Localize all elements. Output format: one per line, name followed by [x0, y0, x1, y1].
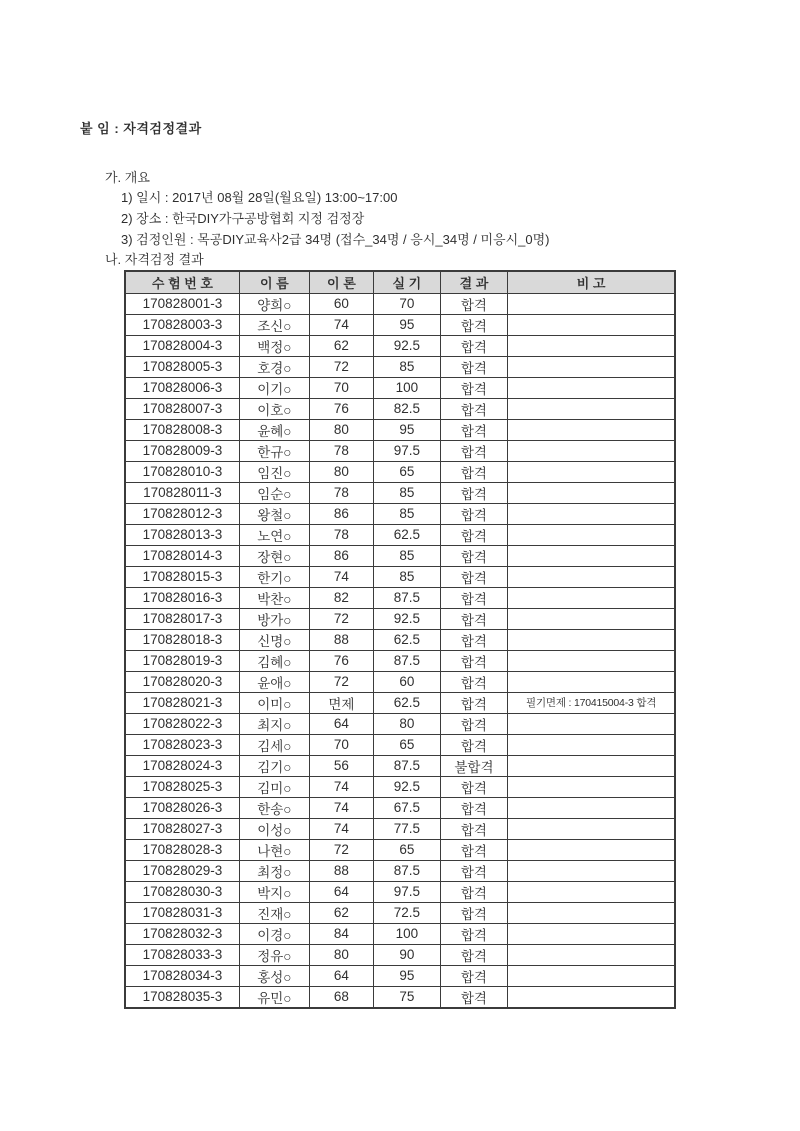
cell-theory-score: 80: [309, 419, 373, 440]
cell-practical-score: 65: [374, 461, 441, 482]
cell-practical-score: 85: [374, 503, 441, 524]
cell-exam-number: 170828024-3: [125, 755, 239, 776]
cell-remark: [508, 545, 675, 566]
cell-result: 합격: [440, 797, 508, 818]
cell-practical-score: 95: [374, 314, 441, 335]
cell-name: 한기○: [239, 566, 309, 587]
cell-theory-score: 면제: [309, 692, 373, 713]
cell-remark: [508, 860, 675, 881]
cell-practical-score: 87.5: [374, 755, 441, 776]
cell-practical-score: 97.5: [374, 440, 441, 461]
table-row: [125, 776, 675, 797]
cell-result: 합격: [440, 482, 508, 503]
cell-practical-score: 60: [374, 671, 441, 692]
cell-name: 박찬○: [239, 587, 309, 608]
cell-name: 신명○: [239, 629, 309, 650]
cell-exam-number: 170828032-3: [125, 923, 239, 944]
cell-exam-number: 170828028-3: [125, 839, 239, 860]
overview-item-datetime: 1) 일시 : 2017년 08월 28일(월요일) 13:00~17:00: [121, 190, 398, 205]
cell-practical-score: 87.5: [374, 587, 441, 608]
table-row: [125, 881, 675, 902]
overview-item-location: 2) 장소 : 한국DIY가구공방협회 지정 검정장: [121, 211, 365, 226]
cell-theory-score: 68: [309, 986, 373, 1008]
results-table: [124, 270, 676, 1009]
cell-remark: [508, 839, 675, 860]
cell-theory-score: 72: [309, 608, 373, 629]
cell-result: 합격: [440, 335, 508, 356]
cell-result: 합격: [440, 944, 508, 965]
cell-result: 합격: [440, 503, 508, 524]
cell-practical-score: 80: [374, 713, 441, 734]
cell-practical-score: 85: [374, 545, 441, 566]
cell-name: 방가○: [239, 608, 309, 629]
cell-exam-number: 170828029-3: [125, 860, 239, 881]
cell-theory-score: 78: [309, 482, 373, 503]
cell-result: 합격: [440, 314, 508, 335]
cell-exam-number: 170828016-3: [125, 587, 239, 608]
table-row: [125, 398, 675, 419]
cell-remark: [508, 734, 675, 755]
cell-name: 김기○: [239, 755, 309, 776]
cell-name: 노연○: [239, 524, 309, 545]
cell-remark: [508, 356, 675, 377]
table-row: [125, 797, 675, 818]
cell-exam-number: 170828001-3: [125, 293, 239, 314]
cell-name: 홍성○: [239, 965, 309, 986]
cell-practical-score: 85: [374, 356, 441, 377]
cell-name: 이호○: [239, 398, 309, 419]
cell-practical-score: 62.5: [374, 524, 441, 545]
cell-result: 합격: [440, 818, 508, 839]
cell-theory-score: 88: [309, 629, 373, 650]
cell-practical-score: 95: [374, 419, 441, 440]
cell-name: 이미○: [239, 692, 309, 713]
cell-practical-score: 100: [374, 923, 441, 944]
cell-name: 윤혜○: [239, 419, 309, 440]
cell-remark: 필기면제 : 170415004-3 합격: [508, 692, 675, 713]
cell-exam-number: 170828035-3: [125, 986, 239, 1008]
cell-remark: [508, 314, 675, 335]
table-header-cell: 비 고: [508, 271, 675, 293]
cell-exam-number: 170828012-3: [125, 503, 239, 524]
cell-result: 합격: [440, 419, 508, 440]
cell-theory-score: 80: [309, 461, 373, 482]
cell-practical-score: 72.5: [374, 902, 441, 923]
cell-name: 장현○: [239, 545, 309, 566]
cell-name: 김혜○: [239, 650, 309, 671]
cell-name: 최지○: [239, 713, 309, 734]
cell-remark: [508, 902, 675, 923]
table-row: [125, 713, 675, 734]
cell-theory-score: 70: [309, 734, 373, 755]
cell-theory-score: 88: [309, 860, 373, 881]
cell-exam-number: 170828008-3: [125, 419, 239, 440]
cell-exam-number: 170828003-3: [125, 314, 239, 335]
cell-name: 임순○: [239, 482, 309, 503]
cell-remark: [508, 944, 675, 965]
cell-exam-number: 170828004-3: [125, 335, 239, 356]
table-row: [125, 503, 675, 524]
cell-name: 양희○: [239, 293, 309, 314]
cell-result: 합격: [440, 860, 508, 881]
cell-remark: [508, 818, 675, 839]
cell-theory-score: 64: [309, 965, 373, 986]
cell-theory-score: 62: [309, 335, 373, 356]
cell-result: 합격: [440, 986, 508, 1008]
table-row: [125, 587, 675, 608]
cell-result: 합격: [440, 881, 508, 902]
table-row: [125, 692, 675, 713]
cell-remark: [508, 440, 675, 461]
cell-name: 정유○: [239, 944, 309, 965]
cell-practical-score: 85: [374, 566, 441, 587]
cell-result: 합격: [440, 587, 508, 608]
cell-theory-score: 76: [309, 398, 373, 419]
cell-remark: [508, 986, 675, 1008]
table-header-row: [125, 271, 675, 293]
cell-practical-score: 97.5: [374, 881, 441, 902]
table-row: [125, 755, 675, 776]
cell-remark: [508, 713, 675, 734]
cell-theory-score: 84: [309, 923, 373, 944]
cell-name: 유민○: [239, 986, 309, 1008]
table-header-cell: 이 론: [309, 271, 373, 293]
cell-practical-score: 70: [374, 293, 441, 314]
table-row: [125, 629, 675, 650]
cell-exam-number: 170828018-3: [125, 629, 239, 650]
cell-practical-score: 62.5: [374, 629, 441, 650]
cell-exam-number: 170828030-3: [125, 881, 239, 902]
cell-exam-number: 170828010-3: [125, 461, 239, 482]
results-table-head: [125, 271, 675, 293]
table-row: [125, 482, 675, 503]
cell-name: 나현○: [239, 839, 309, 860]
table-row: [125, 566, 675, 587]
table-row: [125, 650, 675, 671]
cell-practical-score: 87.5: [374, 860, 441, 881]
cell-result: 합격: [440, 650, 508, 671]
cell-exam-number: 170828006-3: [125, 377, 239, 398]
cell-remark: [508, 650, 675, 671]
cell-exam-number: 170828033-3: [125, 944, 239, 965]
cell-name: 박지○: [239, 881, 309, 902]
cell-name: 진재○: [239, 902, 309, 923]
cell-practical-score: 90: [374, 944, 441, 965]
cell-result: 합격: [440, 356, 508, 377]
cell-practical-score: 92.5: [374, 608, 441, 629]
cell-theory-score: 70: [309, 377, 373, 398]
cell-practical-score: 92.5: [374, 776, 441, 797]
cell-exam-number: 170828014-3: [125, 545, 239, 566]
cell-theory-score: 76: [309, 650, 373, 671]
cell-exam-number: 170828005-3: [125, 356, 239, 377]
cell-result: 합격: [440, 671, 508, 692]
cell-exam-number: 170828023-3: [125, 734, 239, 755]
cell-exam-number: 170828007-3: [125, 398, 239, 419]
cell-exam-number: 170828026-3: [125, 797, 239, 818]
cell-name: 이성○: [239, 818, 309, 839]
cell-theory-score: 56: [309, 755, 373, 776]
page-title: 붙 임 : 자격검정결과: [80, 121, 202, 136]
cell-result: 합격: [440, 923, 508, 944]
table-header-cell: 수 험 번 호: [125, 271, 239, 293]
cell-name: 조신○: [239, 314, 309, 335]
cell-exam-number: 170828031-3: [125, 902, 239, 923]
cell-theory-score: 72: [309, 671, 373, 692]
cell-result: 합격: [440, 440, 508, 461]
cell-practical-score: 75: [374, 986, 441, 1008]
cell-remark: [508, 461, 675, 482]
cell-exam-number: 170828009-3: [125, 440, 239, 461]
cell-theory-score: 62: [309, 902, 373, 923]
table-row: [125, 986, 675, 1008]
table-row: [125, 440, 675, 461]
cell-theory-score: 80: [309, 944, 373, 965]
cell-remark: [508, 293, 675, 314]
cell-name: 윤애○: [239, 671, 309, 692]
cell-theory-score: 64: [309, 713, 373, 734]
cell-name: 왕철○: [239, 503, 309, 524]
cell-remark: [508, 419, 675, 440]
cell-name: 한송○: [239, 797, 309, 818]
table-row: [125, 944, 675, 965]
table-row: [125, 608, 675, 629]
table-row: [125, 923, 675, 944]
overview-item-headcount: 3) 검정인원 : 목공DIY교육사2급 34명 (접수_34명 / 응시_34명 / 미응시_0명): [121, 232, 550, 247]
cell-theory-score: 86: [309, 503, 373, 524]
cell-practical-score: 62.5: [374, 692, 441, 713]
cell-theory-score: 74: [309, 776, 373, 797]
cell-result: 합격: [440, 629, 508, 650]
cell-name: 이기○: [239, 377, 309, 398]
cell-exam-number: 170828021-3: [125, 692, 239, 713]
cell-theory-score: 60: [309, 293, 373, 314]
table-row: [125, 902, 675, 923]
table-row: [125, 965, 675, 986]
table-header-cell: 실 기: [374, 271, 441, 293]
cell-result: 합격: [440, 692, 508, 713]
cell-remark: [508, 776, 675, 797]
cell-remark: [508, 629, 675, 650]
cell-remark: [508, 587, 675, 608]
cell-theory-score: 82: [309, 587, 373, 608]
table-row: [125, 356, 675, 377]
cell-remark: [508, 503, 675, 524]
table-row: [125, 545, 675, 566]
cell-result: 불합격: [440, 755, 508, 776]
cell-exam-number: 170828017-3: [125, 608, 239, 629]
cell-result: 합격: [440, 461, 508, 482]
table-row: [125, 524, 675, 545]
cell-theory-score: 72: [309, 356, 373, 377]
cell-practical-score: 82.5: [374, 398, 441, 419]
cell-theory-score: 72: [309, 839, 373, 860]
cell-practical-score: 85: [374, 482, 441, 503]
cell-name: 김세○: [239, 734, 309, 755]
cell-remark: [508, 965, 675, 986]
cell-practical-score: 77.5: [374, 818, 441, 839]
cell-exam-number: 170828022-3: [125, 713, 239, 734]
cell-practical-score: 67.5: [374, 797, 441, 818]
cell-name: 임진○: [239, 461, 309, 482]
cell-exam-number: 170828015-3: [125, 566, 239, 587]
cell-remark: [508, 881, 675, 902]
cell-practical-score: 87.5: [374, 650, 441, 671]
cell-remark: [508, 608, 675, 629]
cell-result: 합격: [440, 524, 508, 545]
cell-theory-score: 74: [309, 818, 373, 839]
cell-theory-score: 78: [309, 440, 373, 461]
cell-remark: [508, 755, 675, 776]
section-result-label: 나. 자격검정 결과: [105, 252, 204, 267]
cell-practical-score: 65: [374, 734, 441, 755]
cell-result: 합격: [440, 377, 508, 398]
table-header-cell: 이 름: [239, 271, 309, 293]
cell-name: 김미○: [239, 776, 309, 797]
cell-exam-number: 170828027-3: [125, 818, 239, 839]
cell-practical-score: 65: [374, 839, 441, 860]
cell-remark: [508, 566, 675, 587]
cell-practical-score: 95: [374, 965, 441, 986]
results-table-body: [125, 293, 675, 1008]
cell-remark: [508, 482, 675, 503]
cell-practical-score: 100: [374, 377, 441, 398]
cell-theory-score: 86: [309, 545, 373, 566]
table-row: [125, 314, 675, 335]
cell-remark: [508, 377, 675, 398]
cell-practical-score: 92.5: [374, 335, 441, 356]
cell-result: 합격: [440, 398, 508, 419]
table-row: [125, 818, 675, 839]
cell-result: 합격: [440, 713, 508, 734]
cell-exam-number: 170828034-3: [125, 965, 239, 986]
cell-theory-score: 78: [309, 524, 373, 545]
cell-result: 합격: [440, 839, 508, 860]
cell-exam-number: 170828013-3: [125, 524, 239, 545]
cell-remark: [508, 671, 675, 692]
cell-name: 백정○: [239, 335, 309, 356]
cell-exam-number: 170828019-3: [125, 650, 239, 671]
table-row: [125, 335, 675, 356]
cell-result: 합격: [440, 293, 508, 314]
cell-exam-number: 170828011-3: [125, 482, 239, 503]
section-overview-label: 가. 개요: [105, 170, 150, 185]
cell-name: 한규○: [239, 440, 309, 461]
cell-result: 합격: [440, 902, 508, 923]
cell-result: 합격: [440, 776, 508, 797]
cell-result: 합격: [440, 545, 508, 566]
cell-theory-score: 74: [309, 797, 373, 818]
cell-exam-number: 170828025-3: [125, 776, 239, 797]
cell-remark: [508, 797, 675, 818]
cell-name: 이경○: [239, 923, 309, 944]
table-row: [125, 734, 675, 755]
cell-result: 합격: [440, 608, 508, 629]
table-row: [125, 461, 675, 482]
table-row: [125, 839, 675, 860]
table-row: [125, 377, 675, 398]
cell-name: 호경○: [239, 356, 309, 377]
cell-theory-score: 74: [309, 314, 373, 335]
cell-exam-number: 170828020-3: [125, 671, 239, 692]
cell-remark: [508, 398, 675, 419]
cell-theory-score: 64: [309, 881, 373, 902]
table-row: [125, 671, 675, 692]
table-row: [125, 860, 675, 881]
cell-theory-score: 74: [309, 566, 373, 587]
table-row: [125, 419, 675, 440]
cell-name: 최정○: [239, 860, 309, 881]
table-header-cell: 결 과: [440, 271, 508, 293]
cell-remark: [508, 923, 675, 944]
cell-remark: [508, 524, 675, 545]
cell-result: 합격: [440, 965, 508, 986]
cell-result: 합격: [440, 734, 508, 755]
table-row: [125, 293, 675, 314]
cell-remark: [508, 335, 675, 356]
cell-result: 합격: [440, 566, 508, 587]
